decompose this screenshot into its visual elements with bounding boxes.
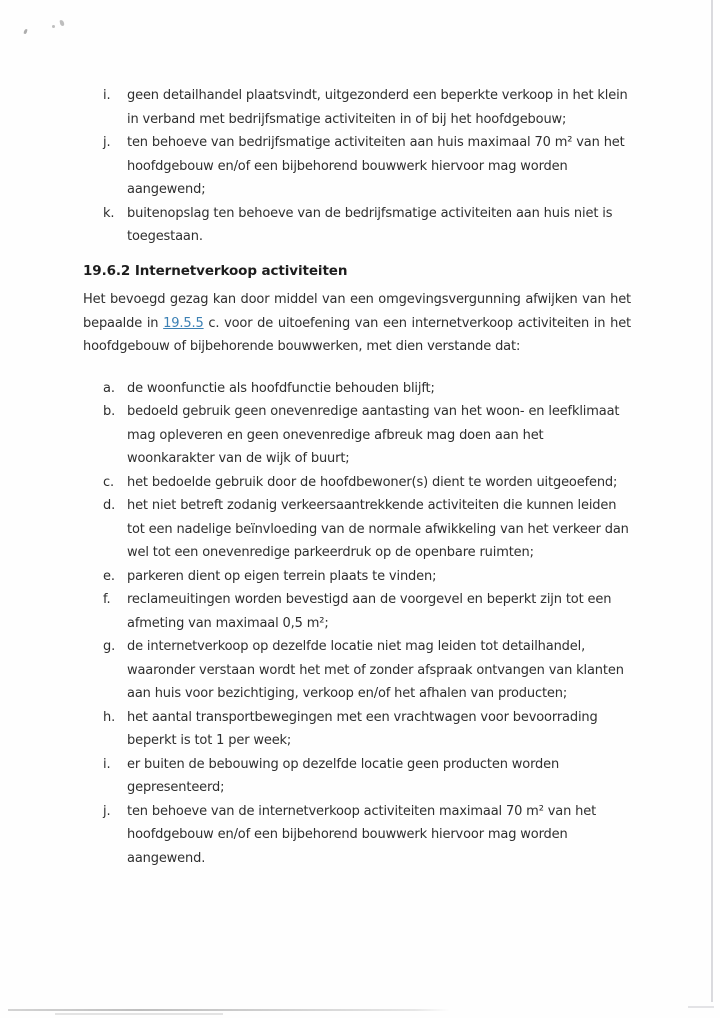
list-item-text: ten behoeve van de internetverkoop activiteiten maximaal 70 m² van het hoofdgebouw en/of een bijbehorend bouwwerk hiervoor mag worden aangewend.	[127, 803, 597, 866]
list-item	[83, 635, 631, 706]
list-item-text: parkeren dient op eigen terrein plaats te vinden;	[127, 568, 437, 584]
article-link-19-5-5[interactable]: 19.5.5	[163, 315, 204, 331]
scan-speck	[60, 20, 65, 27]
list-item-text: reclameuitingen worden bevestigd aan de voorgevel en beperkt zijn tot een afmeting van maximaal 0,5 m²;	[127, 592, 612, 631]
list-marker: f.	[103, 592, 111, 607]
list-item-text: het aantal transportbewegingen met een vrachtwagen voor bevoorrading beperkt is tot 1 per week;	[127, 709, 598, 748]
list-marker: i.	[103, 88, 111, 103]
intro-text-after: c. voor de uitoefening van een internetverkoop activiteiten in het hoofdgebouw of bijbehorende bouwwerken, met dien verstande dat:	[83, 315, 631, 354]
list-item-text: het niet betreft zodanig verkeersaantrekkende activiteiten die kunnen leiden tot een nadelige beïnvloeding van de normale afwikkeling van het verkeer dan wel tot een onevenredige parkeerdruk op de openbare ruimten;	[127, 498, 629, 560]
list-item-text: ten behoeve van bedrijfsmatige activiteiten aan huis maximaal 70 m² van het hoofdgebouw en/of een bijbehorend bouwwerk hiervoor mag worden aangewend;	[127, 135, 625, 197]
list-bedrijfsmatige-activiteiten	[83, 84, 631, 249]
list-marker: g.	[103, 639, 116, 654]
list-marker: b.	[103, 404, 116, 419]
list-marker: a.	[103, 380, 115, 396]
list-item-text: de internetverkoop op dezelfde locatie niet mag leiden tot detailhandel, waaronder verstaan wordt het met of zonder afspraak ontvangen van klanten aan huis voor bezichtiging, verkoop en/of het afhalen van producten;	[127, 639, 624, 701]
list-internetverkoop-voorwaarden	[83, 377, 631, 871]
list-marker: j.	[103, 803, 111, 819]
list-item	[83, 131, 631, 202]
list-item	[83, 565, 631, 589]
list-item	[83, 800, 631, 871]
section-intro	[83, 288, 631, 359]
list-item	[83, 588, 631, 635]
scan-speck	[52, 25, 55, 28]
scan-speck	[23, 29, 27, 35]
list-item	[83, 84, 631, 131]
list-item-text: geen detailhandel plaatsvindt, uitgezonderd een beperkte verkoop in het klein in verband met bedrijfsmatige activiteiten in of bij het hoofdgebouw;	[127, 88, 628, 127]
list-item	[83, 706, 631, 753]
intro-text-before: Het bevoegd gezag kan door middel van een omgevingsvergunning afwijken van het bepaalde in	[83, 292, 631, 331]
section-heading: 19.6.2 Internetverkoop activiteiten	[83, 262, 348, 279]
list-item	[83, 753, 631, 800]
scan-page-edge-right	[711, 0, 713, 1002]
list-marker: k.	[103, 205, 115, 221]
list-item-text: het bedoelde gebruik door de hoofdbewoner(s) dient te worden uitgeoefend;	[127, 474, 618, 490]
list-item-text: buitenopslag ten behoeve van de bedrijfsmatige activiteiten aan huis niet is toegestaan.	[127, 205, 613, 244]
list-marker: c.	[103, 474, 114, 490]
list-marker: h.	[103, 709, 116, 725]
list-item	[83, 471, 631, 495]
list-marker: j.	[103, 135, 111, 150]
scan-page-edge-bottom	[8, 1009, 450, 1011]
scan-page-edge-bottom	[55, 1013, 223, 1015]
list-item	[83, 400, 631, 471]
list-item-text: de woonfunctie als hoofdfunctie behouden blijft;	[127, 380, 435, 396]
list-item	[83, 494, 631, 565]
document-content	[83, 84, 631, 870]
list-item-text: bedoeld gebruik geen onevenredige aantasting van het woon- en leefklimaat mag opleveren en geen onevenredige afbreuk mag doen aan het woonkarakter van de wijk of buurt;	[127, 404, 620, 466]
list-marker: i.	[103, 756, 111, 772]
list-item	[83, 377, 631, 401]
list-marker: d.	[103, 498, 116, 513]
list-marker: e.	[103, 568, 115, 584]
list-item-text: er buiten de bebouwing op dezelfde locatie geen producten worden gepresenteerd;	[127, 756, 560, 795]
list-item	[83, 202, 631, 249]
scan-page-edge-bottom	[688, 1006, 714, 1008]
